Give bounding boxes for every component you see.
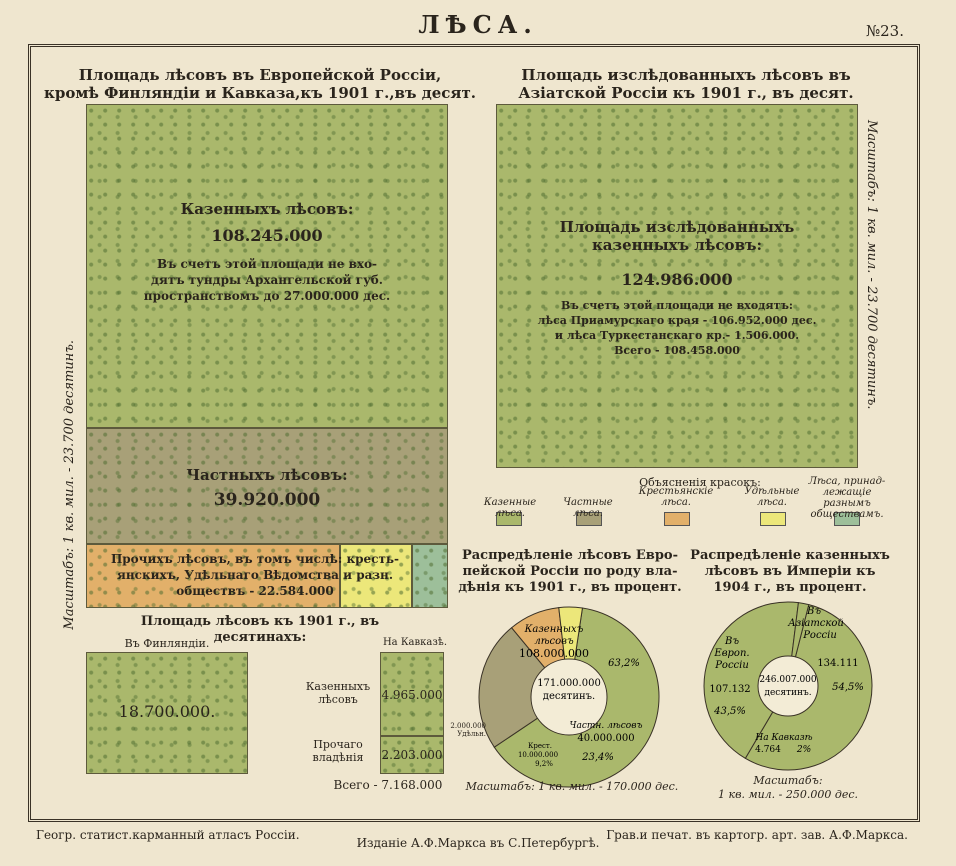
- other-line3: обществъ - 22.584.000: [176, 584, 334, 598]
- caucasus-label: На Кавказѣ.: [382, 637, 448, 648]
- pie1-private-label: Частн. лѣсовъ: [569, 721, 643, 731]
- pie1-peasant-pct: 9,2%: [535, 760, 553, 768]
- other-line2: янскихъ, Удѣльнаго Вѣдомства и разн.: [116, 568, 393, 582]
- pie2-scale1: Масштабъ:: [753, 774, 823, 787]
- pie2-euro-label3: Россіи: [715, 660, 749, 671]
- pie1-small-labels: [446, 722, 486, 738]
- caucasus-total: Всего - 7.168.000: [333, 778, 443, 792]
- legend-udel-line2: лѣса.: [757, 497, 787, 508]
- pie2-euro-label1: Въ: [724, 636, 740, 647]
- pie2-center-unit: десятинъ.: [764, 688, 812, 698]
- pie1-private-pct: 23,4%: [582, 752, 614, 763]
- other-forest-label: [90, 551, 420, 599]
- pie1-state-pct: 63,2%: [608, 658, 640, 669]
- pie2-asia-pct: 54,5%: [832, 682, 864, 693]
- pie2-chart: [702, 600, 874, 772]
- finland-value: 18.700.000.: [118, 702, 216, 721]
- caucasus-state-label2: лѣсовъ: [318, 693, 358, 706]
- pie2-asia-label1: Въ: [806, 606, 822, 617]
- right-title-line1: Площадь изслѣдованныхъ лѣсовъ въ: [521, 66, 851, 84]
- pie1-title-line1: Распредѣленіе лѣсовъ Евро-: [461, 548, 678, 563]
- pie1-scale: Масштабъ: 1 кв. мил. - 170.000 дес.: [465, 780, 679, 793]
- right-scale-label: Масштабъ: 1 кв. мил. - 23.700 десятинъ.: [864, 120, 879, 410]
- bottom-title-line2: десятинахъ:: [213, 630, 307, 645]
- pie2-title-line1: Распредѣленіе казенныхъ: [690, 548, 890, 563]
- asia-note3: и лѣса Туркестанскаго кр.- 1.506.000.: [554, 329, 800, 342]
- asia-note2: лѣса Приамурскаго края - 106.952.000 дес.: [537, 314, 817, 327]
- footer-left: Геогр. статист.карманный атласъ Россіи.: [36, 828, 300, 842]
- legend-label-udel: [732, 486, 812, 508]
- legend-udel-line1: Удѣльные: [744, 486, 800, 497]
- asia-note4: Всего - 108.458.000: [614, 344, 740, 357]
- state-forest-note: [86, 256, 448, 304]
- pie2-asia-label2: Азіатской: [788, 618, 844, 629]
- legend-label-peasant: [636, 486, 716, 508]
- pie1-title-line2: пейской Россіи по роду вла-: [462, 564, 678, 579]
- legend-peasant-line1: Крестьянскіе: [638, 486, 714, 497]
- right-panel-title: [476, 66, 896, 102]
- caucasus-other-label: [300, 738, 376, 764]
- page-title: ЛѢСА.: [418, 10, 538, 39]
- state-forest-value: 108.245.000: [211, 226, 323, 245]
- pie1-state-label2: лѣсовъ: [534, 636, 574, 647]
- legend-communal-line2: лежащіе разнымъ: [822, 487, 872, 509]
- pie2-cauc-pct: 2%: [796, 745, 812, 755]
- state-note-line3: пространствомъ до 27.000.000 дес.: [143, 289, 391, 303]
- asia-label1: Площадь изслѣдованныхъ: [559, 218, 795, 236]
- caucasus-state-value: 4.965.000: [381, 688, 443, 702]
- pie1-small2: Удѣльн.: [457, 730, 486, 738]
- caucasus-other-label1: Прочаго: [313, 738, 363, 751]
- asia-note1: Въ счетъ этой площади не входятъ:: [561, 299, 793, 312]
- legend-communal-line1: Лѣса, принад-: [808, 476, 886, 487]
- asia-forest-value: 124.986.000: [621, 270, 733, 289]
- pie1-center-value: 171.000.000: [537, 678, 601, 689]
- state-note-line1: Въ счетъ этой площади не вхо-: [156, 257, 378, 271]
- pie1-title-line3: дѣнія къ 1901 г., въ процент.: [458, 580, 682, 595]
- caucasus-state-label1: Казенныхъ: [305, 680, 371, 693]
- left-panel-title: [40, 66, 480, 102]
- legend-label-state: Казенные лѣса.: [483, 497, 537, 519]
- finland-label: Въ Финляндіи.: [124, 637, 210, 650]
- pie2-scale2: 1 кв. мил. - 250.000 дес.: [718, 788, 858, 801]
- pie2-title-line2: лѣсовъ въ Имперіи къ: [704, 564, 876, 579]
- bottom-title-line1: Площадь лѣсовъ къ 1901 г., въ: [140, 614, 380, 629]
- legend-title: Объясненія красокъ:: [639, 476, 761, 489]
- asia-forest-label: [496, 218, 858, 254]
- legend-swatch-udel: [760, 512, 786, 526]
- page-number: №23.: [865, 22, 904, 40]
- legend-label-private: Частные лѣса.: [563, 497, 613, 519]
- pie2-asia-label3: Россіи: [803, 630, 837, 641]
- pie2-center-value: 246.007.000: [759, 675, 817, 685]
- state-note-line2: дятъ тундры Архангельской губ.: [151, 273, 383, 287]
- caucasus-state-label: [300, 680, 376, 706]
- pie2-cauc-value: 4.764: [755, 745, 781, 755]
- caucasus-other-label2: владѣнія: [312, 751, 364, 764]
- pie2-title: [680, 548, 900, 596]
- pie1-state-value: 108.000.000: [519, 647, 589, 660]
- legend-peasant-line2: лѣса.: [661, 497, 691, 508]
- legend-label-communal: [804, 476, 890, 520]
- private-forest-label: Частныхъ лѣсовъ:: [186, 466, 348, 484]
- private-forest-bar: [86, 428, 448, 544]
- pie2-cauc-label: На Кавказѣ: [755, 733, 813, 743]
- footer-center: Изданіе А.Ф.Маркса въ С.Петербургѣ.: [356, 836, 600, 850]
- pie2-title-line3: 1904 г., въ процент.: [713, 580, 867, 595]
- pie1-peasant-value: 10.000.000: [517, 751, 559, 759]
- right-title-line2: Азіатской Россіи къ 1901 г., въ десят.: [518, 84, 854, 102]
- footer-right: Грав.и печат. въ картогр. арт. зав. А.Ф.Маркса.: [606, 828, 908, 842]
- private-forest-value: 39.920.000: [213, 490, 321, 510]
- state-forest-label: Казенныхъ лѣсовъ:: [180, 200, 354, 218]
- legend-communal-line3: обществамъ.: [810, 509, 884, 520]
- pie1-peasant-label: Крест.: [527, 742, 553, 750]
- left-title-line2: кромѣ Финляндіи и Кавказа,къ 1901 г.,въ десят.: [44, 84, 476, 102]
- pie2-center-hole: [758, 656, 818, 716]
- asia-forest-note: [496, 298, 858, 358]
- other-line1: Прочихъ лѣсовъ, въ томъ числѣ: кресть-: [110, 552, 400, 566]
- caucasus-other-value: 2.203.000: [381, 748, 443, 762]
- pie2-euro-label2: Европ.: [714, 648, 750, 659]
- pie2-scale: [700, 774, 876, 802]
- left-title-line1: Площадь лѣсовъ въ Европейской Россіи,: [78, 66, 442, 84]
- pie1-title: [454, 548, 686, 596]
- pie2-euro-value: 107.132: [709, 684, 751, 695]
- left-scale-label: Масштабъ: 1 кв. мил. - 23.700 десятинъ.: [62, 340, 77, 630]
- pie1-chart: [476, 604, 662, 790]
- asia-label2: казенныхъ лѣсовъ:: [591, 236, 763, 254]
- legend-swatch-peasant: [664, 512, 690, 526]
- pie1-state-label1: Казенныхъ: [524, 624, 584, 635]
- pie2-asia-value: 134.111: [817, 658, 859, 669]
- pie1-small1: 2.000.000: [450, 722, 486, 730]
- pie1-private-value: 40.000.000: [577, 733, 635, 744]
- pie1-center-unit: десятинъ.: [542, 691, 596, 702]
- pie2-euro-pct: 43,5%: [714, 706, 746, 717]
